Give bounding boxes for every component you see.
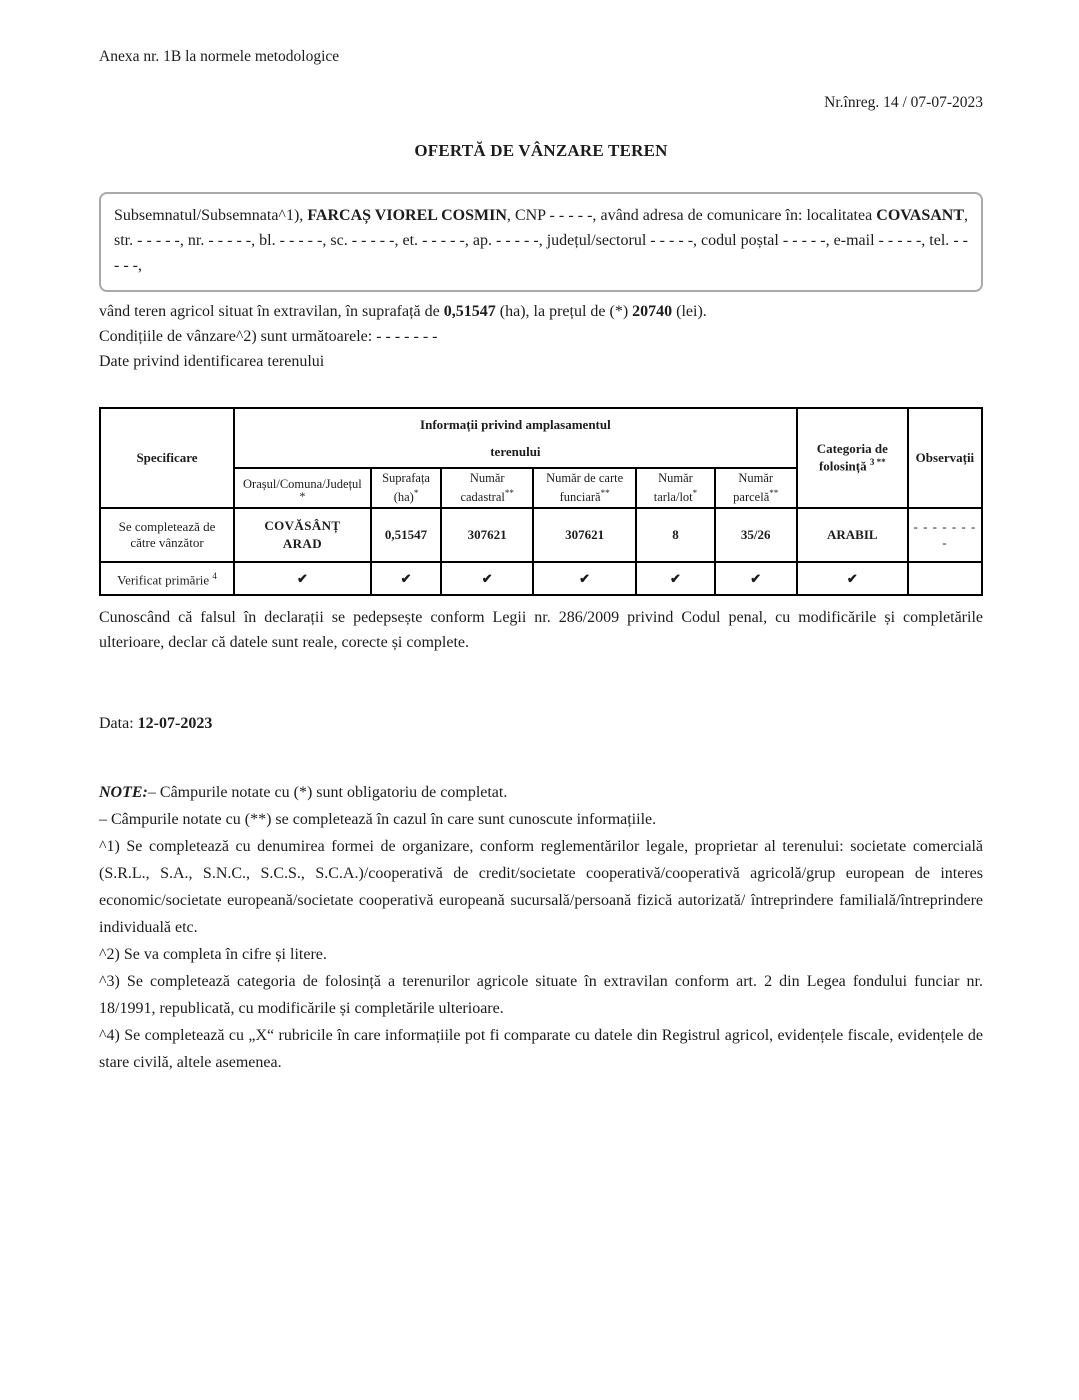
col-header-observatii: Observații bbox=[908, 408, 982, 508]
check-icon: ✔ bbox=[371, 562, 442, 595]
sale-statement-text: vând teren agricol situat în extravilan, în suprafață de bbox=[99, 303, 444, 320]
price-value: 20740 bbox=[632, 303, 673, 320]
group-header-line1: Informații privind amplasamentul bbox=[420, 417, 611, 432]
col-header-specificare: Specificare bbox=[100, 408, 234, 508]
verified-row-label bbox=[100, 562, 234, 595]
oras-sup: * bbox=[299, 488, 306, 503]
notes-section bbox=[99, 779, 983, 1076]
note-text: ^1) Se completează cu denumirea formei de organizare, conform reglementărilor legale, proprietar al terenului: societate comercială (S.R.L., S.A., S.N.C., S.C.S., S.C.A.)/cooperativă de credit/societate cooperativă/cooperativă agricolă/grup european de interes economic/societate europeană/societate cooperativă europeană sucursală/persoană fizică autorizată/ întreprindere familială/întreprindere individuală etc. bbox=[99, 838, 983, 937]
check-icon: ✔ bbox=[636, 562, 714, 595]
note-text: ^4) Se completează cu „X“ rubricile în care informațiile pot fi comparate cu datele din Registrul agricol, evidențele fiscale, evidențele de stare civilă, altele asemenea. bbox=[99, 1027, 983, 1072]
intro-text: , str. - - - - -, nr. - - - - -, bl. - - - - -, sc. - - - - -, et. - - - - -, ap. - - - - -, județul/sectorul - - - - -, codul poștal - - - - -, e-mail - - - - -, tel. - - - - -, bbox=[114, 207, 968, 274]
verified-sup: 4 bbox=[212, 571, 217, 582]
note-text: – Câmpurile notate cu (*) sunt obligatoriu de completat. bbox=[147, 784, 508, 802]
col-header-oras bbox=[234, 468, 371, 508]
note-prefix: NOTE: bbox=[99, 784, 148, 802]
sale-statement bbox=[99, 299, 983, 324]
page-title: OFERTĂ DE VÂNZARE TEREN bbox=[414, 141, 668, 160]
note-line bbox=[99, 1022, 983, 1076]
carte-funciara-label: Număr de carte funciară bbox=[546, 471, 624, 505]
note-line bbox=[99, 968, 983, 1022]
note-line bbox=[99, 779, 983, 806]
cell-locality bbox=[234, 508, 371, 562]
parcela-sup: ** bbox=[769, 488, 779, 498]
sale-statement-text: (lei). bbox=[672, 303, 707, 320]
locality-line2: ARAD bbox=[282, 536, 322, 552]
land-identification-table bbox=[99, 407, 983, 596]
date-label: Data: bbox=[99, 715, 138, 733]
cell-suprafata: 0,51547 bbox=[371, 508, 442, 562]
seller-row-label: Se completează de către vânzător bbox=[100, 508, 234, 562]
group-header-line2: terenului bbox=[490, 444, 541, 459]
suprafata-sup: * bbox=[413, 488, 419, 498]
categoria-sup: 3 ** bbox=[869, 457, 886, 468]
intro-text: Subsemnatul/Subsemnata^1), bbox=[114, 207, 308, 224]
check-icon: ✔ bbox=[441, 562, 533, 595]
tarla-label: Număr tarla/lot bbox=[653, 471, 693, 505]
table-row-seller bbox=[100, 508, 982, 562]
surface-value: 0,51547 bbox=[443, 303, 496, 320]
note-text: ^2) Se va completa în cifre și litere. bbox=[99, 946, 327, 964]
cell-cadastral: 307621 bbox=[441, 508, 533, 562]
land-data-heading: Date privind identificarea terenului bbox=[99, 353, 325, 370]
tarla-sup: * bbox=[692, 488, 698, 498]
table-row-verified bbox=[100, 562, 982, 595]
check-icon: ✔ bbox=[533, 562, 636, 595]
cell-observatii: - - - - - - - - bbox=[908, 508, 982, 562]
categoria-label: Categoria de folosință bbox=[816, 441, 888, 474]
applicant-info-box bbox=[99, 192, 983, 292]
intro-text: , CNP - - - - -, având adresa de comunicare în: localitatea bbox=[506, 207, 877, 224]
sale-conditions: Condițiile de vânzare^2) sunt următoarele: - - - - - - - bbox=[99, 328, 438, 345]
parcela-label: Număr parcelă bbox=[733, 471, 774, 505]
annex-label: Anexa nr. 1B la normele metodologice bbox=[99, 48, 340, 65]
cell-categoria: ARABIL bbox=[797, 508, 908, 562]
note-line bbox=[99, 806, 983, 833]
oras-label: Orașul/Comuna/Județul bbox=[243, 476, 362, 491]
note-line bbox=[99, 941, 983, 968]
carte-funciara-sup: ** bbox=[600, 488, 610, 498]
check-icon: ✔ bbox=[715, 562, 797, 595]
suprafata-label: Suprafața (ha) bbox=[382, 471, 430, 505]
applicant-name: FARCAȘ VIOREL COSMIN bbox=[307, 207, 507, 224]
cadastral-sup: ** bbox=[504, 488, 514, 498]
col-header-parcela bbox=[715, 468, 797, 508]
col-header-suprafata bbox=[371, 468, 442, 508]
cell-tarla: 8 bbox=[636, 508, 714, 562]
date-line bbox=[99, 715, 983, 733]
applicant-locality: COVASANT bbox=[876, 207, 964, 224]
col-header-carte-funciara bbox=[533, 468, 636, 508]
col-header-amplasament-group bbox=[234, 408, 797, 468]
cadastral-label: Număr cadastral bbox=[460, 471, 505, 505]
cell-observatii-empty bbox=[908, 562, 982, 595]
sale-statement-text: (ha), la prețul de (*) bbox=[495, 303, 633, 320]
col-header-categoria bbox=[797, 408, 908, 508]
date-value: 12-07-2023 bbox=[137, 715, 213, 733]
col-header-cadastral bbox=[441, 468, 533, 508]
cell-parcela: 35/26 bbox=[715, 508, 797, 562]
note-text: – Câmpurile notate cu (**) se completează în cazul în care sunt cunoscute informațiile. bbox=[99, 811, 657, 829]
registration-number: Nr.înreg. 14 / 07-07-2023 bbox=[824, 94, 983, 111]
check-icon: ✔ bbox=[797, 562, 908, 595]
col-header-tarla bbox=[636, 468, 714, 508]
verified-label: Verificat primărie bbox=[117, 572, 210, 588]
check-icon: ✔ bbox=[234, 562, 371, 595]
note-text: ^3) Se completează categoria de folosință a terenurilor agricole situate în extravilan conform art. 2 din Legea fondului funciar nr. 18/1991, republicată, cu modificările și completările ulterioare. bbox=[99, 973, 983, 1018]
note-line bbox=[99, 833, 983, 941]
locality-line1: COVĂSÂNȚ bbox=[264, 518, 341, 534]
cell-carte-funciara: 307621 bbox=[533, 508, 636, 562]
legal-declaration: Cunoscând că falsul în declarații se pedepsește conform Legii nr. 286/2009 privind Codul penal, cu modificările și completările ulterioare, declar că datele sunt reale, corecte și complete. bbox=[99, 609, 983, 652]
